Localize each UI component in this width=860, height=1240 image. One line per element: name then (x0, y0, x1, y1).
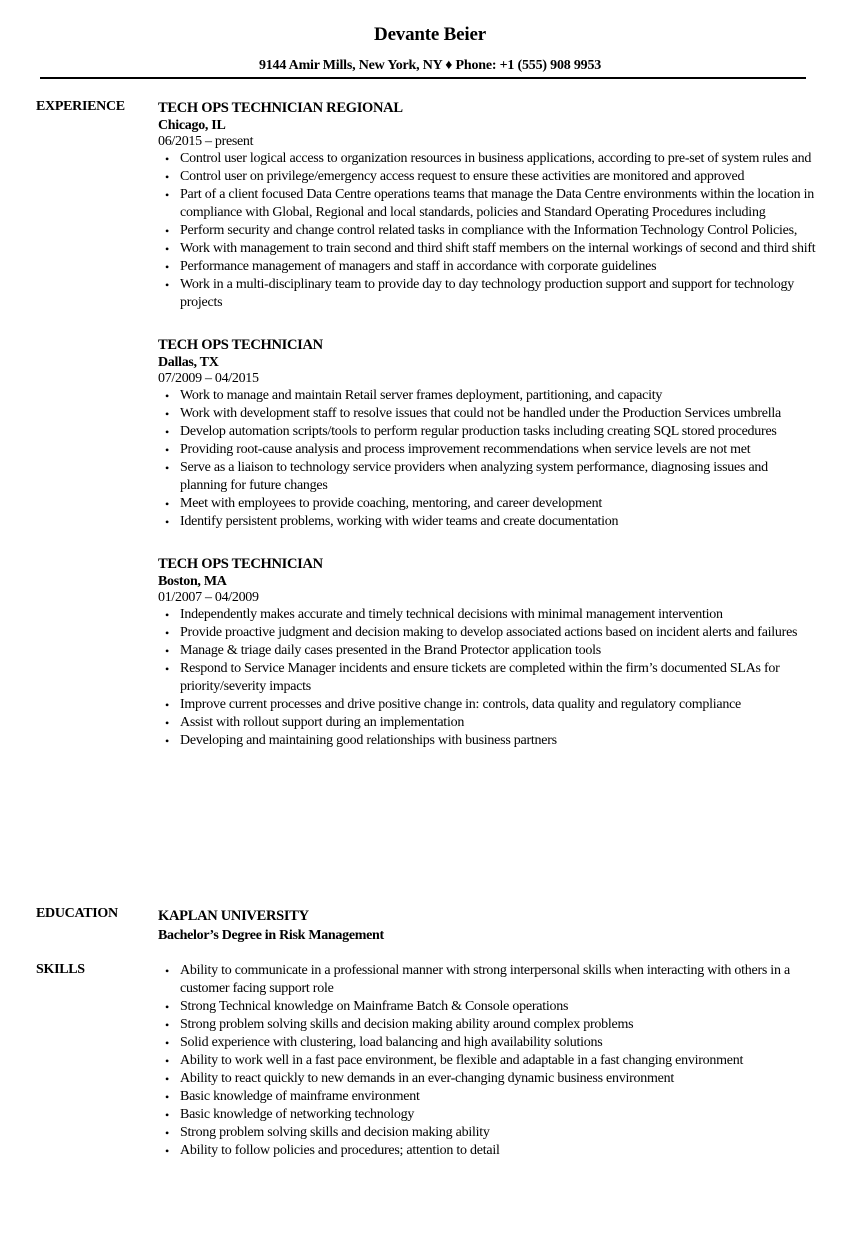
list-item: • Perform security and change control related tasks in compliance with the Information Technology Control Policies, (158, 222, 818, 240)
candidate-name: Devante Beier (374, 24, 486, 45)
education-body (158, 906, 818, 946)
section-label-skills: SKILLS (36, 962, 85, 977)
skills-list (158, 962, 818, 1160)
list-item: • Identify persistent problems, working with wider teams and create documentation (158, 513, 818, 531)
list-item: • Solid experience with clustering, load balancing and high availability solutions (158, 1034, 818, 1052)
list-item: • Performance management of managers and staff in accordance with corporate guidelines (158, 258, 818, 276)
job-dates: 01/2007 – 04/2009 (158, 590, 259, 605)
job-title: TECH OPS TECHNICIAN (158, 337, 323, 353)
job-dates: 07/2009 – 04/2015 (158, 371, 259, 386)
list-item: • Developing and maintaining good relationships with business partners (158, 732, 818, 750)
list-item: • Improve current processes and drive positive change in: controls, data quality and regulatory compliance (158, 696, 818, 714)
list-item: • Work with development staff to resolve issues that could not be handled under the Production Services umbrella (158, 405, 818, 423)
job-location: Dallas, TX (158, 355, 219, 370)
job-entry (158, 555, 818, 750)
list-item: • Strong problem solving skills and decision making ability (158, 1124, 818, 1142)
list-item: • Work in a multi-disciplinary team to provide day to day technology production support and support for technology projects (158, 276, 818, 312)
list-item: • Develop automation scripts/tools to perform regular production tasks including creating SQL stored procedures (158, 423, 818, 441)
job-bullets (158, 387, 818, 531)
job-dates: 06/2015 – present (158, 134, 254, 149)
section-label-experience: EXPERIENCE (36, 99, 125, 114)
contact-line: 9144 Amir Mills, New York, NY ♦ Phone: +1 (555) 908 9953 (258, 58, 602, 73)
list-item: • Work with management to train second and third shift staff members on the internal workings of second and third shift (158, 240, 818, 258)
job-location: Boston, MA (158, 574, 227, 589)
list-item: • Meet with employees to provide coaching, mentoring, and career development (158, 495, 818, 513)
list-item: • Providing root-cause analysis and process improvement recommendations when service levels are not met (158, 441, 818, 459)
degree-name: Bachelor’s Degree in Risk Management (158, 928, 384, 943)
list-item: • Strong problem solving skills and decision making ability around complex problems (158, 1016, 818, 1034)
list-item: • Basic knowledge of mainframe environment (158, 1088, 818, 1106)
section-label-education: EDUCATION (36, 906, 118, 921)
list-item: • Control user logical access to organization resources in business applications, according to pre-set of system rules and (158, 150, 818, 168)
skills-body (158, 962, 818, 1160)
list-item: • Ability to work well in a fast pace environment, be flexible and adaptable in a fast changing environment (158, 1052, 818, 1070)
list-item: • Respond to Service Manager incidents and ensure tickets are completed within the firm’s documented SLAs for priority/severity impacts (158, 660, 818, 696)
job-bullets (158, 150, 818, 312)
school-name: KAPLAN UNIVERSITY (158, 908, 309, 924)
list-item: • Manage & triage daily cases presented in the Brand Protector application tools (158, 642, 818, 660)
list-item: • Strong Technical knowledge on Mainframe Batch & Console operations (158, 998, 818, 1016)
list-item: • Ability to follow policies and procedures; attention to detail (158, 1142, 818, 1160)
list-item: • Ability to react quickly to new demands in an ever-changing dynamic business environment (158, 1070, 818, 1088)
job-title: TECH OPS TECHNICIAN (158, 556, 323, 572)
list-item: • Part of a client focused Data Centre operations teams that manage the Data Centre environments within the location in compliance with Global, Regional and local standards, policies and Standard Operating Procedures including (158, 186, 818, 222)
job-entry (158, 336, 818, 531)
job-title: TECH OPS TECHNICIAN REGIONAL (158, 100, 403, 116)
list-item: • Ability to communicate in a professional manner with strong interpersonal skills when interacting with others in a customer facing support role (158, 962, 818, 998)
job-bullets (158, 606, 818, 750)
list-item: • Basic knowledge of networking technology (158, 1106, 818, 1124)
list-item: • Control user on privilege/emergency access request to ensure these activities are monitored and approved (158, 168, 818, 186)
header-divider (40, 77, 806, 79)
job-entry (158, 99, 818, 312)
list-item: • Work to manage and maintain Retail server frames deployment, partitioning, and capacity (158, 387, 818, 405)
experience-body (158, 99, 818, 766)
job-location: Chicago, IL (158, 118, 226, 133)
list-item: • Independently makes accurate and timely technical decisions with minimal management intervention (158, 606, 818, 624)
list-item: • Serve as a liaison to technology service providers when analyzing system performance, diagnosing issues and planning for future changes (158, 459, 818, 495)
list-item: • Assist with rollout support during an implementation (158, 714, 818, 732)
list-item: • Provide proactive judgment and decision making to develop associated actions based on incident alerts and failures (158, 624, 818, 642)
